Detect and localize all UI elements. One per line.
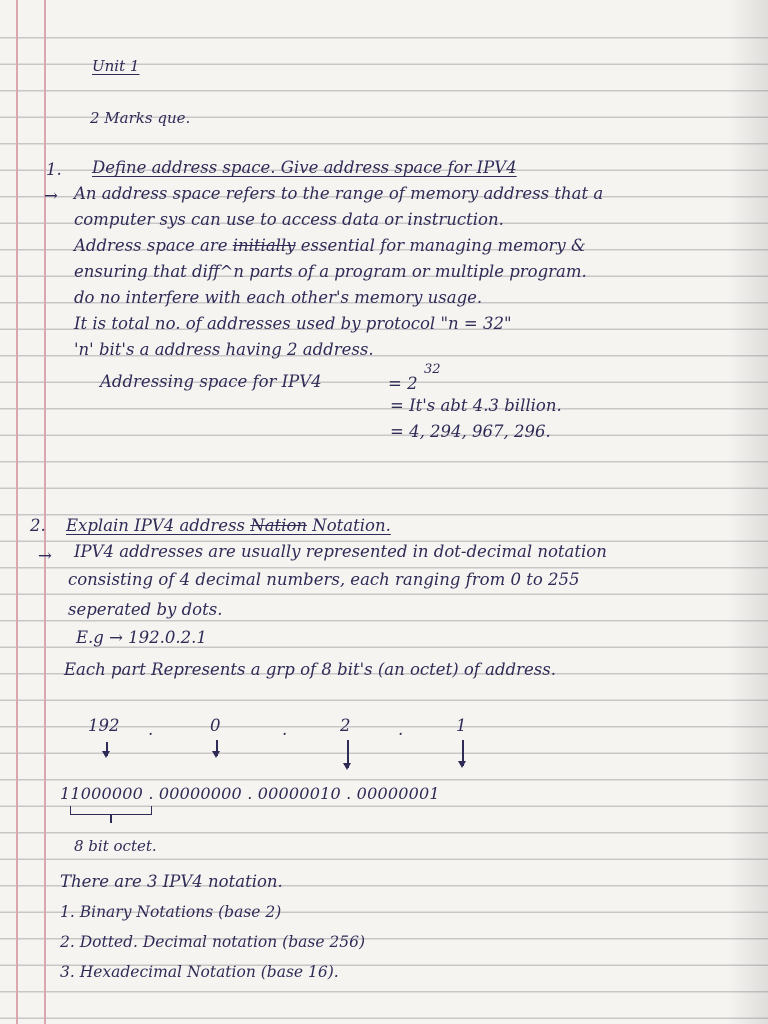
q2-question xyxy=(66,516,391,536)
q2-answer-line-3: seperated by dots. xyxy=(68,600,223,619)
q2-answer-line-4: E.g → 192.0.2.1 xyxy=(76,628,207,647)
q2-question-struck: Nation xyxy=(250,516,308,535)
q2-answer-line-1: IPV4 addresses are usually represented in dot-decimal notation xyxy=(74,542,607,561)
margin-line-inner xyxy=(44,0,46,1024)
octet-192: 192 xyxy=(88,716,120,735)
q2-question-before: Explain IPV4 address xyxy=(66,516,246,535)
octet-dot-2: . xyxy=(282,720,288,739)
subheading: 2 Marks que. xyxy=(90,109,191,127)
octet-dot-3: . xyxy=(398,720,404,739)
q1-number: 1. xyxy=(46,160,62,179)
q1-struck-word: initially xyxy=(232,236,296,255)
octet-2: 2 xyxy=(340,716,351,735)
page-edge-shadow xyxy=(728,0,768,1024)
arrow-down-icon xyxy=(106,742,108,756)
octet-bracket-tip xyxy=(110,814,112,823)
octet-label: 8 bit octet. xyxy=(74,837,157,855)
margin-line-outer xyxy=(16,0,18,1024)
q1-answer-line-7: 'n' bit's a address having 2 address. xyxy=(74,340,374,359)
q2-arrow: → xyxy=(38,546,52,565)
q1-answer-line-3: Address space are initially essential for managing memory & xyxy=(74,236,586,255)
unit-heading: Unit 1 xyxy=(92,57,140,75)
q1-answer-line-4: ensuring that diff^n parts of a program or multiple program. xyxy=(74,262,587,281)
q1-calc-label: Addressing space for IPV4 xyxy=(100,372,322,391)
q1-calc-line-1: = 2 xyxy=(388,374,418,393)
octet-0: 0 xyxy=(210,716,221,735)
octet-dot-1: . xyxy=(148,720,154,739)
q1-answer-line-1: An address space refers to the range of memory address that a xyxy=(74,184,604,203)
notation-item-1: 1. Binary Notations (base 2) xyxy=(60,903,282,921)
binary-line: 11000000 . 00000000 . 00000010 . 00000001 xyxy=(60,784,440,803)
arrow-down-icon xyxy=(462,740,464,766)
notation-intro: There are 3 IPV4 notation. xyxy=(60,872,283,891)
notation-item-2: 2. Dotted. Decimal notation (base 256) xyxy=(60,933,366,951)
q2-answer-line-5: Each part Represents a grp of 8 bit's (an octet) of address. xyxy=(64,660,556,679)
q1-calc-line-3: = 4, 294, 967, 296. xyxy=(390,422,551,441)
q2-question-after: Notation. xyxy=(312,516,391,535)
q1-exponent: 32 xyxy=(424,362,441,377)
notation-item-3: 3. Hexadecimal Notation (base 16). xyxy=(60,963,339,981)
arrow-down-icon xyxy=(347,740,349,768)
q2-answer-line-2: consisting of 4 decimal numbers, each ranging from 0 to 255 xyxy=(68,570,580,589)
octet-1: 1 xyxy=(456,716,467,735)
q1-calc-line-2: = It's abt 4.3 billion. xyxy=(390,396,562,415)
q1-arrow: → xyxy=(44,186,58,205)
q1-question: Define address space. Give address space for IPV4 xyxy=(92,158,517,177)
q1-answer-line-6: It is total no. of addresses used by protocol "n = 32" xyxy=(74,314,512,333)
arrow-down-icon xyxy=(216,740,218,756)
q2-number: 2. xyxy=(30,516,46,535)
q1-answer-line-2: computer sys can use to access data or instruction. xyxy=(74,210,504,229)
q1-answer-line-5: do no interfere with each other's memory usage. xyxy=(74,288,483,307)
